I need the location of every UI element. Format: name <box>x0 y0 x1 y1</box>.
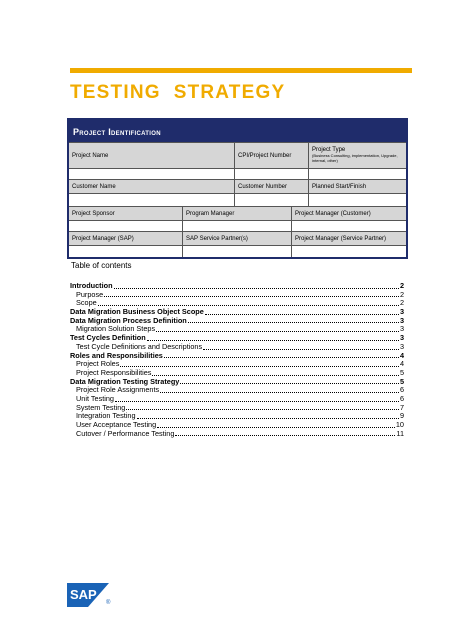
toc-leader <box>205 314 399 315</box>
toc-entry-page: 3 <box>399 333 404 343</box>
toc-leader <box>114 288 399 289</box>
pid-row-3-values <box>69 220 406 231</box>
toc-entry-title: Test Cycles Definition <box>70 333 146 343</box>
pid-row-4-labels <box>69 231 406 245</box>
toc-entry-page: 2 <box>399 281 404 290</box>
toc-entry-page: 4 <box>399 350 404 360</box>
program-manager-value[interactable] <box>182 221 291 231</box>
registered-mark-icon: ® <box>106 600 111 606</box>
toc-leader <box>160 392 399 393</box>
toc-entry-title: Roles and Responsibilities <box>70 350 163 360</box>
project-manager-service-partner-label: Project Manager (Service Partner) <box>291 232 406 245</box>
toc-entry[interactable] <box>70 282 404 291</box>
toc-entry-title: Data Migration Business Object Scope <box>70 307 204 317</box>
toc-entry-page: 4 <box>399 359 404 369</box>
toc-leader <box>156 331 399 332</box>
toc-entry-page: 5 <box>399 367 404 377</box>
toc-entry-page: 2 <box>399 298 404 308</box>
toc-leader <box>157 427 395 428</box>
pid-row-2-labels <box>69 179 406 193</box>
toc-entry-title: Unit Testing <box>76 393 114 403</box>
project-manager-customer-value[interactable] <box>291 221 406 231</box>
project-identification-table <box>67 118 408 259</box>
project-type-label: Project Type <box>312 147 346 153</box>
customer-number-label: Customer Number <box>234 180 308 193</box>
toc-entry-page: 5 <box>399 376 404 386</box>
document-title: TESTING STRATEGY <box>70 82 286 103</box>
toc-entry-title: Migration Solution Steps <box>76 324 156 334</box>
customer-name-value[interactable] <box>69 194 234 206</box>
toc-leader <box>203 349 399 350</box>
customer-number-value[interactable] <box>234 194 308 206</box>
toc-entry-title: Introduction <box>70 281 113 290</box>
toc-entry-title: Integration Testing <box>76 411 136 421</box>
sap-service-partners-value[interactable] <box>182 246 291 257</box>
toc-entry[interactable] <box>70 352 404 361</box>
table-of-contents <box>70 282 404 438</box>
sap-logo <box>67 583 109 607</box>
toc-leader <box>147 340 399 341</box>
toc-entry-title: Purpose <box>76 289 104 299</box>
toc-entry-page: 10 <box>395 420 404 429</box>
toc-entry-title: System Testing <box>76 402 126 412</box>
toc-entry-title: Scope <box>76 298 97 308</box>
toc-leader <box>180 383 399 384</box>
toc-caption: Table of contents <box>71 261 132 270</box>
customer-name-label: Customer Name <box>69 180 234 193</box>
toc-entry-page: 2 <box>399 289 404 299</box>
toc-entry-page: 3 <box>399 315 404 325</box>
project-type-value[interactable] <box>308 169 406 179</box>
toc-leader <box>152 375 399 376</box>
pid-row-3-labels <box>69 206 406 220</box>
toc-entry-title: Data Migration Process Definition <box>70 315 187 325</box>
toc-entry[interactable] <box>70 386 404 395</box>
toc-leader <box>126 409 399 410</box>
project-manager-sap-value[interactable] <box>69 246 182 257</box>
toc-leader <box>164 357 399 358</box>
project-manager-service-partner-value[interactable] <box>291 246 406 257</box>
toc-entry-page: 3 <box>399 341 404 351</box>
pid-row-2-values <box>69 193 406 206</box>
toc-entry-page: 3 <box>399 307 404 317</box>
toc-leader <box>98 305 399 306</box>
toc-entry-title: Project Role Assignments <box>76 385 160 395</box>
toc-entry-title: Data Migration Testing Strategy <box>70 376 180 386</box>
toc-leader <box>120 366 399 367</box>
project-manager-customer-label: Project Manager (Customer) <box>291 207 406 220</box>
toc-entry-title: User Acceptance Testing <box>76 420 157 429</box>
toc-entry-title: Project Responsibilities <box>76 367 152 377</box>
toc-entry-title: Cutover / Performance Testing <box>76 428 175 438</box>
project-sponsor-label: Project Sponsor <box>69 207 182 220</box>
program-manager-label: Program Manager <box>182 207 291 220</box>
toc-leader <box>175 435 395 436</box>
project-name-value[interactable] <box>69 169 234 179</box>
planned-start-finish-value[interactable] <box>308 194 406 206</box>
toc-entry-page: 6 <box>399 393 404 403</box>
pid-row-1-values <box>69 168 406 179</box>
toc-entry-page: 3 <box>399 324 404 334</box>
toc-entry[interactable] <box>70 291 404 300</box>
pid-row-4-values <box>69 245 406 257</box>
toc-entry-title: Project Roles <box>76 359 120 369</box>
project-type-options: (Business Consulting, implementation, Upgrade, internal, other) <box>312 153 398 163</box>
title-rule <box>70 68 412 73</box>
cpi-project-number-label: CPI/Project Number <box>234 143 308 168</box>
cpi-project-number-value[interactable] <box>234 169 308 179</box>
project-manager-sap-label: Project Manager (SAP) <box>69 232 182 245</box>
project-type-cell <box>308 143 406 168</box>
toc-entry-page: 9 <box>399 411 404 421</box>
toc-entry-page: 6 <box>399 385 404 395</box>
project-sponsor-value[interactable] <box>69 221 182 231</box>
sap-service-partners-label: SAP Service Partner(s) <box>182 232 291 245</box>
pid-row-1-labels <box>69 142 406 168</box>
planned-start-finish-label: Planned Start/Finish <box>308 180 406 193</box>
toc-entry[interactable] <box>70 430 404 439</box>
toc-leader <box>137 418 399 419</box>
sap-logo-text: SAP <box>70 587 97 602</box>
toc-leader <box>115 401 399 402</box>
toc-entry-title: Test Cycle Definitions and Descriptions <box>76 341 203 351</box>
project-name-label: Project Name <box>69 143 234 168</box>
toc-leader <box>104 296 399 297</box>
toc-entry-page: 11 <box>396 428 404 438</box>
project-identification-header: Project Identification <box>69 120 406 142</box>
toc-leader <box>188 322 399 323</box>
toc-entry-page: 7 <box>399 402 404 412</box>
